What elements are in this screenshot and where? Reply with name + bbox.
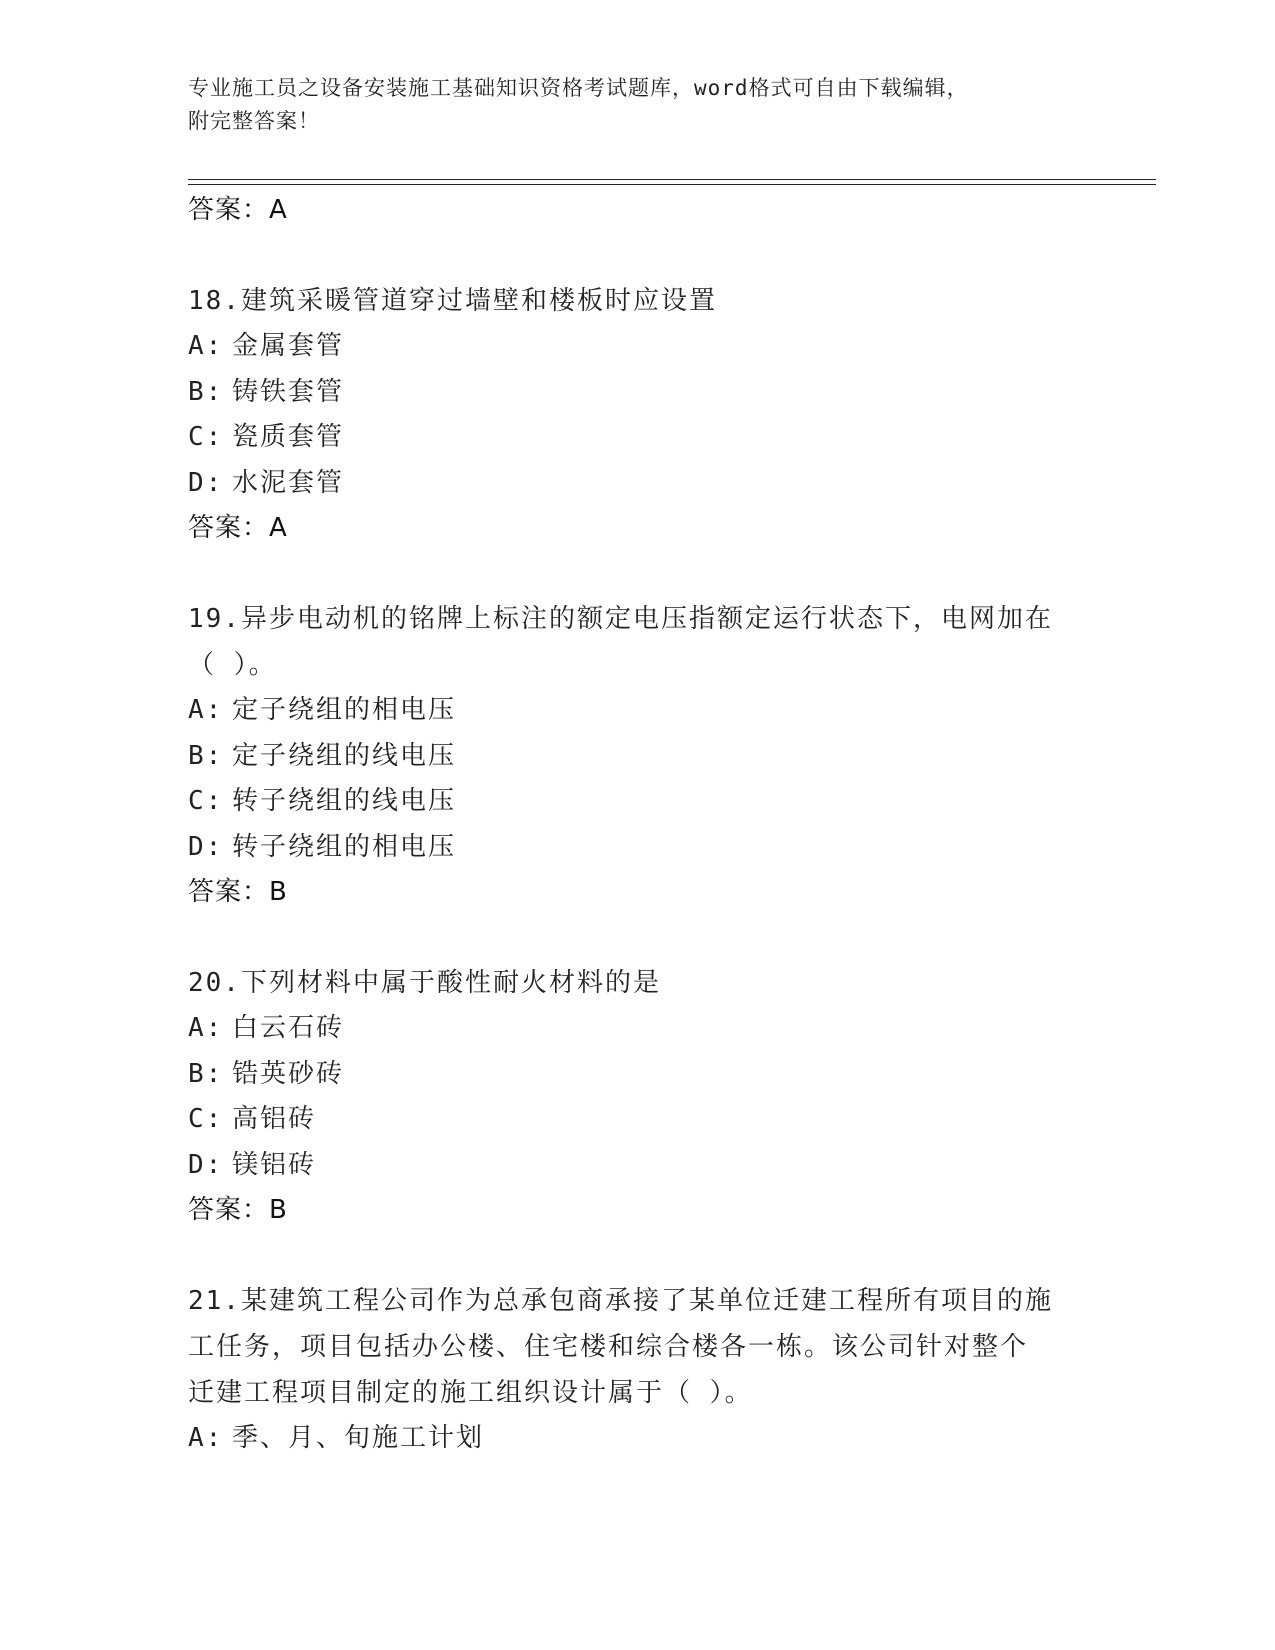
question-stem-line: 迁建工程项目制定的施工组织设计属于（ ）。 — [188, 1378, 753, 1408]
option-text: 高铝砖 — [232, 1104, 317, 1134]
option-text: 定子绕组的相电压 — [232, 695, 457, 725]
question-stem — [188, 278, 1088, 324]
option-b — [188, 370, 1088, 416]
option-text: 水泥套管 — [232, 467, 345, 498]
question-stem — [188, 596, 1088, 688]
option-key: A: — [188, 1423, 224, 1453]
option-text: 季、月、旬施工计划 — [232, 1423, 485, 1453]
option-text: 铸铁套管 — [232, 376, 345, 407]
option-text: 定子绕组的线电压 — [232, 740, 457, 771]
header-line-1: 专业施工员之设备安装施工基础知识资格考试题库，word格式可自由下载编辑， — [188, 76, 969, 100]
question-list — [188, 188, 1088, 1462]
option-c — [188, 415, 1088, 461]
option-key: D: — [188, 831, 224, 862]
header-divider-bottom — [188, 184, 1156, 185]
option-text: 金属套管 — [232, 331, 345, 361]
option-text: 转子绕组的线电压 — [232, 786, 457, 816]
question-item — [188, 278, 1088, 551]
option-key: B: — [188, 1058, 224, 1089]
option-c — [188, 779, 1088, 825]
option-text: 镁铝砖 — [232, 1149, 317, 1180]
page-header — [188, 72, 1088, 138]
option-key: C: — [188, 422, 224, 452]
option-d — [188, 461, 1088, 507]
option-text: 白云石砖 — [232, 1013, 345, 1043]
option-key: A: — [188, 695, 224, 725]
option-a — [188, 324, 1088, 370]
question-item — [188, 596, 1088, 915]
option-b — [188, 1052, 1088, 1098]
option-c — [188, 1097, 1088, 1143]
option-key: A: — [188, 331, 224, 361]
question-stem-line: 20.下列材料中属于酸性耐火材料的是 — [188, 968, 661, 998]
question-stem-line: 18.建筑采暖管道穿过墙壁和楼板时应设置 — [188, 286, 717, 316]
answer-line: 答案：A — [188, 195, 288, 225]
option-key: D: — [188, 467, 224, 498]
option-key: C: — [188, 786, 224, 816]
option-text: 锆英砂砖 — [232, 1058, 345, 1089]
option-a — [188, 1416, 1088, 1462]
option-key: D: — [188, 1149, 224, 1180]
answer-line: 答案：B — [188, 1195, 288, 1225]
question-stem-line: 19.异步电动机的铭牌上标注的额定电压指额定运行状态下，电网加在 — [188, 604, 1053, 634]
option-key: B: — [188, 376, 224, 407]
option-key: C: — [188, 1104, 224, 1134]
header-line-2: 附完整答案！ — [188, 109, 320, 133]
answer-line: 答案：A — [188, 513, 288, 543]
question-stem-line: （ ）。 — [188, 650, 277, 680]
option-d — [188, 825, 1088, 871]
option-text: 转子绕组的相电压 — [232, 831, 457, 862]
option-b — [188, 734, 1088, 780]
option-a — [188, 688, 1088, 734]
header-divider-top — [188, 179, 1156, 180]
question-item — [188, 960, 1088, 1233]
question-stem-line: 21.某建筑工程公司作为总承包商承接了某单位迁建工程所有项目的施 — [188, 1286, 1053, 1316]
option-text: 瓷质套管 — [232, 422, 345, 452]
option-a — [188, 1006, 1088, 1052]
option-d — [188, 1143, 1088, 1189]
answer-line: 答案：B — [188, 877, 288, 907]
question-stem — [188, 1278, 1088, 1416]
question-stem — [188, 960, 1088, 1006]
question-stem-line: 工任务，项目包括办公楼、住宅楼和综合楼各一栋。该公司针对整个 — [188, 1332, 1029, 1362]
question-item — [188, 1278, 1088, 1462]
option-key: A: — [188, 1013, 224, 1043]
option-key: B: — [188, 740, 224, 771]
